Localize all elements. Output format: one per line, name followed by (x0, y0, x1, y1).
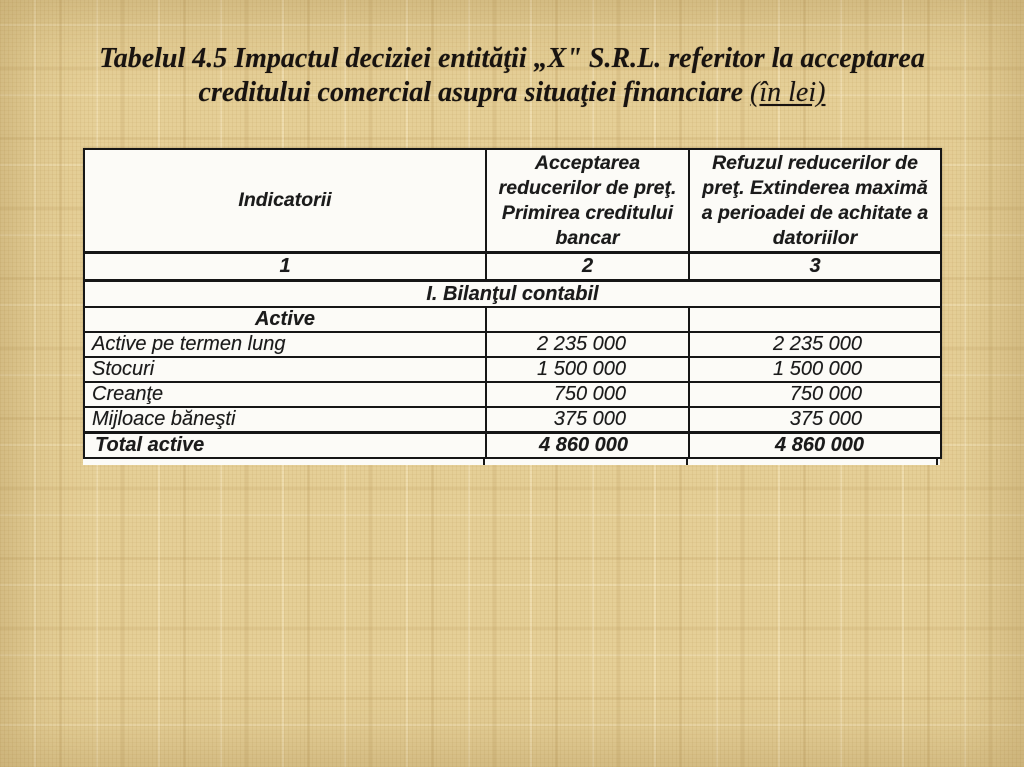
title-unit-note: (în lei) (750, 77, 826, 108)
title-line1: Tabelul 4.5 Impactul deciziei entităţii „X" S.R.L. referitor la acceptarea (99, 43, 925, 74)
value-cell-accept: 750 000 (486, 382, 689, 407)
row-label-cell: Active pe termen lung (84, 332, 486, 357)
empty-cell (486, 307, 689, 332)
value-cell-accept: 375 000 (486, 407, 689, 433)
row-label-cell: Creanţe (84, 382, 486, 407)
title-line2: creditului comercial asupra situaţiei financiare (198, 77, 744, 108)
total-value-cell-accept: 4 860 000 (486, 433, 689, 459)
column-number-cell: 1 (84, 253, 486, 281)
impact-table (83, 148, 942, 459)
header-cell-refuse: Refuzul reducerilor de preţ. Extinderea maximă a perioadei de achitate a datoriilor (689, 149, 941, 253)
value-cell-accept: 1 500 000 (486, 357, 689, 382)
column-number-cell: 2 (486, 253, 689, 281)
column-number-row (84, 253, 941, 281)
section-row (84, 281, 941, 308)
value-cell-refuse: 750 000 (689, 382, 941, 407)
row-label-cell: Mijloace băneşti (84, 407, 486, 433)
slide-title (20, 42, 1004, 110)
table-row (84, 382, 941, 407)
table-row (84, 357, 941, 382)
value-cell-refuse: 2 235 000 (689, 332, 941, 357)
total-label-cell: Total active (84, 433, 486, 459)
column-line-stub (483, 459, 485, 465)
total-row (84, 433, 941, 459)
column-line-stub (686, 459, 688, 465)
financial-impact-table (83, 148, 940, 465)
value-cell-refuse: 375 000 (689, 407, 941, 433)
empty-cell (689, 307, 941, 332)
total-value-cell-refuse: 4 860 000 (689, 433, 941, 459)
value-cell-accept: 2 235 000 (486, 332, 689, 357)
row-label-cell: Stocuri (84, 357, 486, 382)
header-cell-indicators: Indicatorii (84, 149, 486, 253)
scan-artifact-strip (83, 459, 940, 465)
column-number-cell: 3 (689, 253, 941, 281)
subsection-title-cell: Active (84, 307, 486, 332)
value-cell-refuse: 1 500 000 (689, 357, 941, 382)
table-row (84, 407, 941, 433)
table-header-row (84, 149, 941, 253)
column-line-stub (936, 459, 938, 465)
header-cell-accept: Acceptarea reducerilor de preţ. Primirea creditului bancar (486, 149, 689, 253)
subsection-row (84, 307, 941, 332)
section-title-cell: I. Bilanţul contabil (84, 281, 941, 308)
table-row (84, 332, 941, 357)
